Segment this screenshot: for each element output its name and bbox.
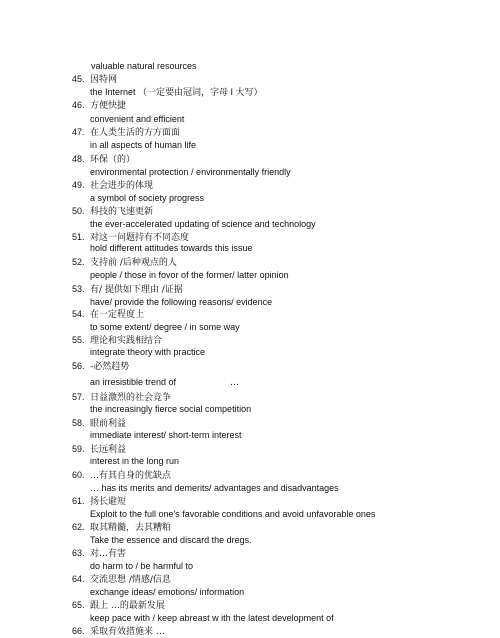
phrase-english bbox=[90, 403, 251, 416]
item-number: 52. bbox=[72, 257, 85, 267]
item-heading bbox=[72, 126, 180, 139]
chinese-text: 环保（的） bbox=[90, 155, 136, 165]
chinese-text: 长远利益 bbox=[90, 445, 127, 455]
english-text: exchange ideas/ emotions/ information bbox=[90, 587, 245, 597]
english-text: keep pace with / keep abreast w ith the latest development of bbox=[90, 613, 334, 623]
item-heading bbox=[72, 99, 126, 112]
phrase-english bbox=[90, 376, 239, 389]
phrase-english bbox=[90, 269, 289, 282]
english-text: do harm to / be harmful to bbox=[90, 561, 194, 571]
item-number: 54. bbox=[72, 309, 85, 319]
phrase-english bbox=[90, 113, 184, 126]
item-number: 60. bbox=[72, 470, 85, 480]
english-text: the ever-accelerated updating of science and technology bbox=[90, 219, 316, 229]
item-heading bbox=[72, 573, 171, 586]
item-number: 59. bbox=[72, 444, 85, 454]
english-text: interest in the long run bbox=[90, 456, 180, 466]
phrase-english bbox=[90, 612, 334, 625]
chinese-text: 有/ 提供如下理由 /证据 bbox=[90, 285, 183, 295]
item-number: 56. bbox=[72, 361, 85, 371]
english-text: hold different attitudes towards this issue bbox=[90, 243, 253, 253]
phrase-english bbox=[90, 508, 375, 521]
chinese-text: 眼前利益 bbox=[90, 419, 127, 429]
item-heading bbox=[72, 547, 126, 560]
chinese-text: 取其精髓，去其糟粕 bbox=[90, 523, 172, 533]
english-text: have/ provide the following reasons/ evidence bbox=[90, 297, 273, 307]
english-text: people / those in fovor of the former/ latter opinion bbox=[90, 270, 289, 280]
phrase-english bbox=[90, 560, 193, 573]
chinese-text: -必然趋势 bbox=[90, 362, 130, 372]
chinese-text: 扬长避短 bbox=[90, 497, 127, 507]
english-text: the Internet （一定要由冠词，字母 I 大写） bbox=[90, 87, 263, 97]
phrase-english bbox=[91, 60, 197, 73]
item-number: 66. bbox=[72, 626, 85, 636]
item-number: 47. bbox=[72, 127, 85, 137]
item-heading bbox=[72, 521, 171, 534]
chinese-text: 采取有效措施来 … bbox=[90, 627, 165, 637]
item-number: 55. bbox=[72, 335, 85, 345]
chinese-text: 方便快捷 bbox=[90, 101, 127, 111]
chinese-text: 支持前 /后种观点的人 bbox=[90, 258, 177, 268]
chinese-text: 理论和实践相结合 bbox=[90, 336, 163, 346]
phrase-english bbox=[90, 166, 291, 179]
item-number: 63. bbox=[72, 548, 85, 558]
phrase-english bbox=[90, 139, 196, 152]
chinese-text: 在一定程度上 bbox=[90, 310, 145, 320]
english-text: to some extent/ degree / in some way bbox=[90, 322, 240, 332]
item-heading bbox=[72, 205, 153, 218]
item-number: 62. bbox=[72, 522, 85, 532]
chinese-text: 对…有害 bbox=[90, 549, 127, 559]
chinese-text: 社会进步的体现 bbox=[90, 181, 154, 191]
chinese-text: 在人类生活的方方面面 bbox=[90, 128, 181, 138]
english-text: a symbol of society progress bbox=[90, 193, 205, 203]
item-heading bbox=[72, 153, 135, 166]
item-number: 58. bbox=[72, 418, 85, 428]
phrase-english bbox=[90, 242, 252, 255]
item-heading bbox=[72, 495, 126, 508]
chinese-text: 日益激烈的社会竞争 bbox=[90, 393, 172, 403]
chinese-text: 跟上 …的最新发展 bbox=[90, 601, 165, 611]
item-number: 65. bbox=[72, 600, 85, 610]
phrase-english bbox=[90, 346, 205, 359]
item-number: 53. bbox=[72, 284, 85, 294]
item-heading bbox=[72, 599, 165, 612]
phrase-english bbox=[90, 534, 252, 547]
phrase-english bbox=[90, 192, 204, 205]
chinese-text: 因特网 bbox=[90, 75, 118, 85]
chinese-text: …有其自身的优缺点 bbox=[90, 471, 172, 481]
item-number: 64. bbox=[72, 574, 85, 584]
english-text: immediate interest/ short-term interest bbox=[90, 430, 242, 440]
item-number: 46. bbox=[72, 100, 85, 110]
phrase-english bbox=[90, 321, 240, 334]
english-text: the increasingly fierce social competition bbox=[90, 404, 252, 414]
english-text: in all aspects of human life bbox=[90, 140, 197, 150]
item-heading bbox=[72, 283, 183, 296]
item-number: 57. bbox=[72, 392, 85, 402]
item-number: 45. bbox=[72, 74, 85, 84]
phrase-english bbox=[90, 455, 179, 468]
phrase-english bbox=[90, 586, 244, 599]
chinese-text: 对这一问题持有不同态度 bbox=[90, 233, 190, 243]
english-text: environmental protection / environmentally friendly bbox=[90, 167, 291, 177]
item-heading bbox=[72, 256, 177, 269]
phrase-english bbox=[90, 429, 242, 442]
english-text: convenient and efficient bbox=[90, 114, 185, 124]
item-heading bbox=[72, 73, 117, 86]
phrase-english bbox=[90, 86, 263, 99]
item-heading bbox=[72, 469, 171, 482]
item-number: 61. bbox=[72, 496, 85, 506]
item-heading bbox=[72, 625, 165, 638]
english-text: an irresistible trend of bbox=[90, 377, 177, 387]
phrase-english bbox=[90, 218, 316, 231]
item-heading bbox=[72, 360, 129, 373]
english-text: … has its merits and demerits/ advantages and disadvantages bbox=[90, 483, 339, 493]
item-number: 49. bbox=[72, 180, 85, 190]
item-number: 51. bbox=[72, 232, 85, 242]
english-text: Exploit to the full one's favorable conditions and avoid unfavorable ones bbox=[90, 509, 376, 519]
phrase-english bbox=[90, 482, 339, 495]
chinese-text: 交流思想 /情感/信息 bbox=[90, 575, 171, 585]
item-heading bbox=[72, 308, 144, 321]
ellipsis: … bbox=[230, 378, 240, 388]
chinese-text: 科技的飞速更新 bbox=[90, 207, 154, 217]
item-number: 50. bbox=[72, 206, 85, 216]
item-heading bbox=[72, 179, 153, 192]
english-text: valuable natural resources bbox=[91, 61, 197, 71]
english-text: integrate theory with practice bbox=[90, 347, 206, 357]
english-text: Take the essence and discard the dregs. bbox=[90, 535, 252, 545]
item-number: 48. bbox=[72, 154, 85, 164]
